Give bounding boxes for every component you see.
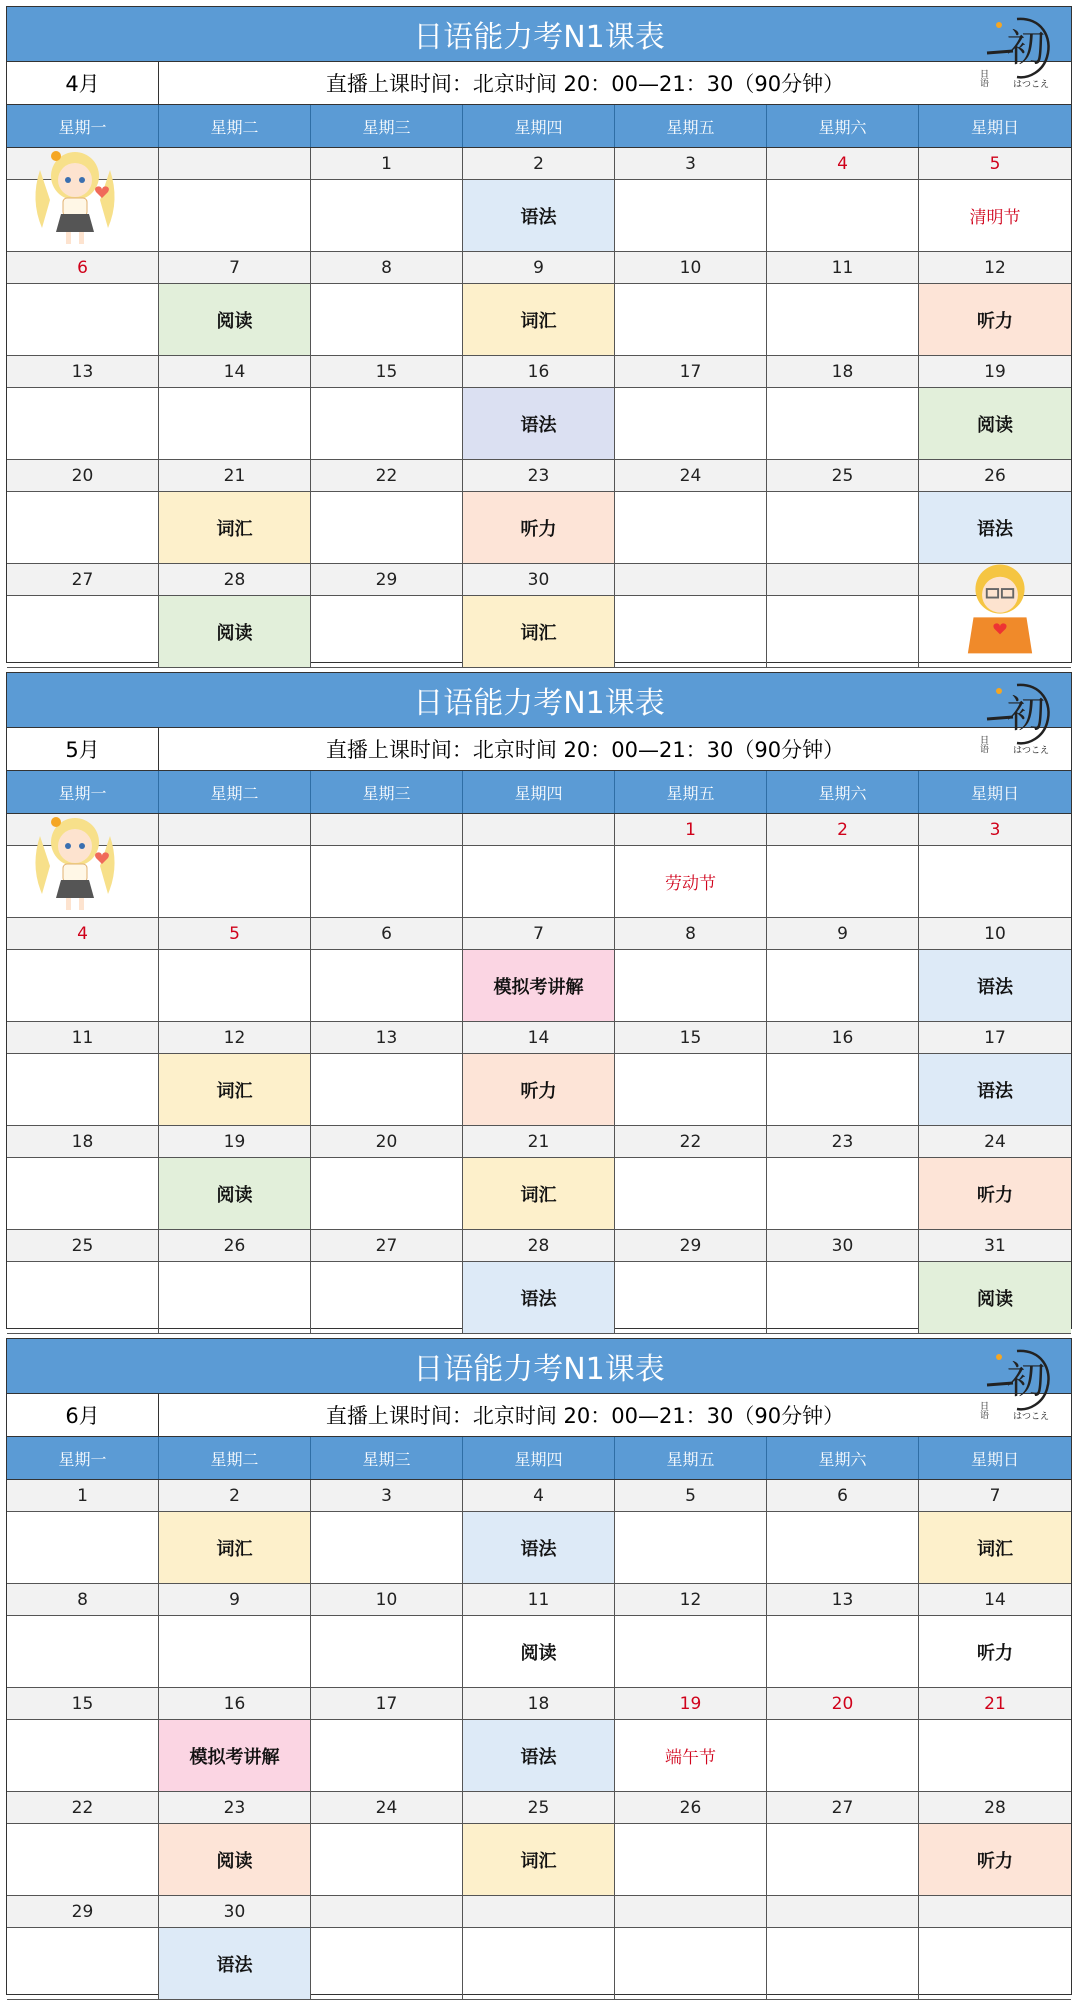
week-date-row xyxy=(7,1896,1071,1928)
weekday-label: 星期三 xyxy=(311,771,463,813)
class-cell: 阅读 xyxy=(159,596,311,667)
weekday-header xyxy=(7,105,1071,148)
date-cell: 7 xyxy=(463,918,615,949)
class-cell xyxy=(311,1512,463,1583)
date-cell: 7 xyxy=(989,1485,1001,1506)
class-cell xyxy=(767,1616,919,1687)
class-cell xyxy=(615,1512,767,1583)
date-cell: 14 xyxy=(463,1022,615,1053)
date-cell: 12 xyxy=(159,1022,311,1053)
class-cell xyxy=(767,1720,919,1791)
date-cell: 6 xyxy=(311,918,463,949)
month-calendar xyxy=(6,1338,1072,1995)
date-cell xyxy=(311,814,463,845)
class-cell xyxy=(767,950,919,1021)
date-cell: 27 xyxy=(311,1230,463,1261)
class-cell xyxy=(311,950,463,1021)
date-cell: 17 xyxy=(311,1688,463,1719)
class-cell xyxy=(7,1512,159,1583)
weekday-label: 星期二 xyxy=(159,1437,311,1479)
class-cell: 阅读 xyxy=(463,1616,615,1687)
week-class-row xyxy=(7,1054,1071,1126)
class-cell xyxy=(7,596,159,667)
date-cell: 4 xyxy=(7,918,159,949)
date-cell: 11 xyxy=(463,1584,615,1615)
class-cell xyxy=(311,180,463,251)
week-class-row xyxy=(7,1616,1071,1688)
class-cell xyxy=(919,846,1071,917)
date-cell: 23 xyxy=(767,1126,919,1157)
class-cell: 模拟考讲解 xyxy=(159,1720,311,1791)
week-date-row xyxy=(7,1688,1071,1720)
date-cell: 13 xyxy=(767,1584,919,1615)
date-cell: 15 xyxy=(7,1688,159,1719)
week-class-row xyxy=(7,1512,1071,1584)
date-cell: 24 xyxy=(311,1792,463,1823)
date-cell: 18 xyxy=(7,1126,159,1157)
class-cell xyxy=(7,388,159,459)
month-calendar xyxy=(6,672,1072,1329)
class-cell xyxy=(7,1054,159,1125)
date-cell: 29 xyxy=(7,1896,159,1927)
class-cell xyxy=(615,1262,767,1333)
class-cell: 语法 xyxy=(463,1512,615,1583)
brand-logo xyxy=(977,1343,1057,1423)
class-cell: 听力 xyxy=(463,492,615,563)
weekday-label: 星期日 xyxy=(970,117,1019,137)
date-cell: 15 xyxy=(615,1022,767,1053)
class-cell: 词汇 xyxy=(159,1054,311,1125)
class-cell xyxy=(615,1158,767,1229)
class-cell xyxy=(311,388,463,459)
class-cell xyxy=(767,388,919,459)
class-cell: 听力 xyxy=(919,1158,1071,1229)
date-cell: 3 xyxy=(311,1480,463,1511)
date-cell: 10 xyxy=(615,252,767,283)
date-cell: 29 xyxy=(311,564,463,595)
class-cell xyxy=(615,1616,767,1687)
date-cell: 8 xyxy=(615,918,767,949)
class-cell: 阅读 xyxy=(919,388,1071,459)
class-cell xyxy=(7,1928,159,1999)
date-cell: 22 xyxy=(615,1126,767,1157)
class-cell: 词汇 xyxy=(463,596,615,667)
class-cell xyxy=(311,1928,463,1999)
month-label: 5月 xyxy=(7,728,159,770)
date-cell: 12 xyxy=(615,1584,767,1615)
class-cell xyxy=(7,1720,159,1791)
class-cell xyxy=(919,1720,1071,1791)
calendar-title: 日语能力考N1课表 xyxy=(7,1339,1071,1394)
date-cell: 9 xyxy=(767,918,919,949)
date-cell xyxy=(463,1896,615,1927)
logo-main-char: 初 xyxy=(1007,26,1046,70)
calendar-title: 日语能力考N1课表 xyxy=(7,7,1071,62)
info-row xyxy=(7,728,1071,771)
logo-main-char: 初 xyxy=(1007,1358,1046,1402)
class-cell xyxy=(767,596,919,667)
class-cell: 阅读 xyxy=(919,1262,1071,1333)
class-cell: 听力 xyxy=(977,1642,1013,1664)
date-cell xyxy=(615,564,767,595)
class-cell xyxy=(463,846,615,917)
date-cell: 19 xyxy=(615,1688,767,1719)
date-cell: 28 xyxy=(159,564,311,595)
date-cell: 7 xyxy=(159,252,311,283)
date-cell: 31 xyxy=(984,1235,1006,1256)
class-cell xyxy=(159,1616,311,1687)
date-cell: 14 xyxy=(984,1589,1006,1610)
week-date-row xyxy=(7,1230,1071,1262)
brand-logo xyxy=(977,677,1057,757)
date-cell: 28 xyxy=(463,1230,615,1261)
date-cell: 6 xyxy=(767,1480,919,1511)
date-cell: 2 xyxy=(159,1480,311,1511)
date-cell: 20 xyxy=(7,460,159,491)
date-cell: 9 xyxy=(463,252,615,283)
date-cell: 3 xyxy=(615,148,767,179)
class-cell: 词汇 xyxy=(463,1824,615,1895)
class-cell xyxy=(311,1720,463,1791)
week-date-row xyxy=(7,1126,1071,1158)
date-cell: 11 xyxy=(7,1022,159,1053)
class-cell xyxy=(159,846,311,917)
class-cell xyxy=(311,492,463,563)
date-cell xyxy=(767,1896,919,1927)
date-cell: 16 xyxy=(767,1022,919,1053)
class-cell xyxy=(311,1054,463,1125)
date-cell: 29 xyxy=(615,1230,767,1261)
class-cell xyxy=(615,284,767,355)
date-cell: 5 xyxy=(615,1480,767,1511)
svg-text:はつこえ: はつこえ xyxy=(1013,1412,1050,1422)
week-date-row xyxy=(7,1584,1071,1616)
date-cell: 15 xyxy=(311,356,463,387)
class-cell xyxy=(311,596,463,667)
weekday-label: 星期日 xyxy=(970,783,1019,803)
info-row xyxy=(7,62,1071,105)
class-cell xyxy=(767,284,919,355)
live-time: 直播上课时间：北京时间 20：00—21：30（90分钟） xyxy=(325,738,845,762)
svg-text:日语: 日语 xyxy=(978,69,988,87)
class-cell xyxy=(7,950,159,1021)
class-cell: 听力 xyxy=(919,1824,1071,1895)
class-cell xyxy=(615,1928,767,1999)
week-date-row xyxy=(7,1792,1071,1824)
date-cell: 6 xyxy=(7,252,159,283)
class-cell xyxy=(919,1928,1071,1999)
date-cell: 26 xyxy=(984,465,1006,486)
class-cell xyxy=(615,180,767,251)
svg-text:はつこえ: はつこえ xyxy=(1013,746,1050,756)
date-cell: 21 xyxy=(984,1693,1006,1714)
date-cell: 11 xyxy=(767,252,919,283)
weekday-label: 星期四 xyxy=(463,771,615,813)
date-cell: 23 xyxy=(463,460,615,491)
holiday-cell: 清明节 xyxy=(969,208,1021,228)
anime-boy-illustration xyxy=(952,555,1048,659)
week-date-row xyxy=(7,1480,1071,1512)
date-cell: 16 xyxy=(159,1688,311,1719)
date-cell: 27 xyxy=(767,1792,919,1823)
live-time: 直播上课时间：北京时间 20：00—21：30（90分钟） xyxy=(325,72,845,96)
week-date-row xyxy=(7,564,1071,596)
logo-main-char: 初 xyxy=(1007,692,1046,736)
date-cell: 28 xyxy=(984,1797,1006,1818)
date-cell: 4 xyxy=(463,1480,615,1511)
date-cell xyxy=(159,814,311,845)
svg-text:日语: 日语 xyxy=(978,735,988,753)
week-class-row xyxy=(7,950,1071,1022)
class-cell xyxy=(767,1512,919,1583)
class-cell xyxy=(615,1054,767,1125)
class-cell xyxy=(311,1616,463,1687)
class-cell xyxy=(767,1158,919,1229)
week-class-row xyxy=(7,492,1071,564)
class-cell xyxy=(615,596,767,667)
class-cell xyxy=(767,492,919,563)
class-cell xyxy=(311,1824,463,1895)
brand-logo xyxy=(977,11,1057,91)
weekday-label: 星期六 xyxy=(767,1437,919,1479)
date-cell: 22 xyxy=(311,460,463,491)
weekday-label: 星期五 xyxy=(615,1437,767,1479)
class-cell: 语法 xyxy=(919,950,1071,1021)
class-cell: 语法 xyxy=(919,1054,1071,1125)
date-cell: 5 xyxy=(989,153,1001,174)
weekday-label: 星期一 xyxy=(7,1437,159,1479)
week-date-row xyxy=(7,148,1071,180)
date-cell: 24 xyxy=(615,460,767,491)
date-cell: 13 xyxy=(311,1022,463,1053)
date-cell: 25 xyxy=(767,460,919,491)
month-calendar xyxy=(6,6,1072,663)
date-cell: 22 xyxy=(7,1792,159,1823)
week-class-row xyxy=(7,180,1071,252)
svg-text:はつこえ: はつこえ xyxy=(1013,80,1050,90)
class-cell xyxy=(159,180,311,251)
class-cell xyxy=(767,1928,919,1999)
date-cell: 25 xyxy=(463,1792,615,1823)
date-cell: 13 xyxy=(7,356,159,387)
class-cell: 语法 xyxy=(159,1928,311,1999)
date-cell: 24 xyxy=(984,1131,1006,1152)
month-label: 4月 xyxy=(7,62,159,104)
live-time: 直播上课时间：北京时间 20：00—21：30（90分钟） xyxy=(325,1404,845,1428)
class-cell xyxy=(7,1824,159,1895)
date-cell: 1 xyxy=(311,148,463,179)
class-cell: 词汇 xyxy=(159,492,311,563)
class-cell: 语法 xyxy=(463,1262,615,1333)
class-cell xyxy=(159,950,311,1021)
anime-girl-illustration xyxy=(20,140,130,250)
date-cell xyxy=(311,1896,463,1927)
class-cell: 阅读 xyxy=(159,1824,311,1895)
class-cell xyxy=(7,1616,159,1687)
class-cell xyxy=(615,1824,767,1895)
week-date-row xyxy=(7,814,1071,846)
date-cell: 18 xyxy=(767,356,919,387)
date-cell: 26 xyxy=(159,1230,311,1261)
date-cell: 1 xyxy=(7,1480,159,1511)
class-cell: 听力 xyxy=(463,1054,615,1125)
class-cell: 语法 xyxy=(919,492,1071,563)
class-cell: 听力 xyxy=(919,284,1071,355)
holiday-cell: 端午节 xyxy=(615,1720,767,1791)
date-cell: 10 xyxy=(311,1584,463,1615)
weekday-label: 星期四 xyxy=(463,1437,615,1479)
weekday-label: 星期六 xyxy=(767,105,919,147)
class-cell xyxy=(615,492,767,563)
holiday-cell: 劳动节 xyxy=(615,846,767,917)
date-cell: 19 xyxy=(159,1126,311,1157)
date-cell: 20 xyxy=(311,1126,463,1157)
date-cell: 17 xyxy=(984,1027,1006,1048)
date-cell: 25 xyxy=(7,1230,159,1261)
class-cell: 语法 xyxy=(463,388,615,459)
date-cell xyxy=(159,148,311,179)
class-cell: 阅读 xyxy=(159,284,311,355)
date-cell: 30 xyxy=(159,1896,311,1927)
weekday-label: 星期六 xyxy=(767,771,919,813)
date-cell: 21 xyxy=(159,460,311,491)
weekday-label: 星期五 xyxy=(615,771,767,813)
calendar-title: 日语能力考N1课表 xyxy=(7,673,1071,728)
date-cell: 16 xyxy=(463,356,615,387)
class-cell xyxy=(767,1054,919,1125)
week-date-row xyxy=(7,1022,1071,1054)
class-cell: 语法 xyxy=(463,180,615,251)
date-cell: 1 xyxy=(615,814,767,845)
class-cell: 词汇 xyxy=(463,284,615,355)
date-cell xyxy=(919,1896,1071,1927)
info-row xyxy=(7,1394,1071,1437)
class-cell xyxy=(767,846,919,917)
class-cell xyxy=(311,1158,463,1229)
class-cell xyxy=(311,1262,463,1333)
class-cell xyxy=(7,1158,159,1229)
week-date-row xyxy=(7,356,1071,388)
class-cell xyxy=(7,492,159,563)
weekday-label: 星期四 xyxy=(463,105,615,147)
week-date-row xyxy=(7,918,1071,950)
date-cell xyxy=(767,564,919,595)
date-cell: 10 xyxy=(984,923,1006,944)
date-cell: 17 xyxy=(615,356,767,387)
class-cell: 词汇 xyxy=(159,1512,311,1583)
date-cell: 18 xyxy=(463,1688,615,1719)
week-class-row xyxy=(7,388,1071,460)
class-cell xyxy=(615,950,767,1021)
date-cell: 5 xyxy=(159,918,311,949)
week-class-row xyxy=(7,1824,1071,1896)
class-cell xyxy=(767,1824,919,1895)
class-cell xyxy=(7,284,159,355)
week-class-row xyxy=(7,284,1071,356)
date-cell xyxy=(463,814,615,845)
class-cell: 阅读 xyxy=(159,1158,311,1229)
week-class-row xyxy=(7,846,1071,918)
class-cell: 语法 xyxy=(463,1720,615,1791)
week-class-row xyxy=(7,1928,1071,2000)
class-cell xyxy=(463,1928,615,1999)
weekday-label: 星期三 xyxy=(311,1437,463,1479)
weekday-header xyxy=(7,771,1071,814)
date-cell: 8 xyxy=(311,252,463,283)
week-class-row xyxy=(7,1262,1071,1334)
week-date-row xyxy=(7,252,1071,284)
date-cell: 23 xyxy=(159,1792,311,1823)
class-cell xyxy=(615,388,767,459)
weekday-label: 星期五 xyxy=(615,105,767,147)
date-cell: 2 xyxy=(463,148,615,179)
weekday-label: 星期二 xyxy=(159,105,311,147)
date-cell: 2 xyxy=(767,814,919,845)
weekday-header xyxy=(7,1437,1071,1480)
date-cell: 9 xyxy=(159,1584,311,1615)
date-cell: 4 xyxy=(767,148,919,179)
class-cell: 词汇 xyxy=(919,1512,1071,1583)
date-cell: 3 xyxy=(989,819,1001,840)
date-cell: 30 xyxy=(767,1230,919,1261)
class-cell xyxy=(7,1262,159,1333)
month-label: 6月 xyxy=(7,1394,159,1436)
class-cell xyxy=(767,180,919,251)
week-date-row xyxy=(7,460,1071,492)
date-cell: 21 xyxy=(463,1126,615,1157)
class-cell xyxy=(311,846,463,917)
svg-text:日语: 日语 xyxy=(978,1401,988,1419)
weekday-label: 星期日 xyxy=(970,1449,1019,1469)
week-class-row xyxy=(7,1720,1071,1792)
class-cell: 词汇 xyxy=(463,1158,615,1229)
weekday-label: 星期一 xyxy=(7,105,159,147)
date-cell: 26 xyxy=(615,1792,767,1823)
week-class-row xyxy=(7,1158,1071,1230)
weekday-label: 星期二 xyxy=(159,771,311,813)
date-cell: 14 xyxy=(159,356,311,387)
weekday-label: 星期三 xyxy=(311,105,463,147)
date-cell: 19 xyxy=(984,361,1006,382)
week-class-row xyxy=(7,596,1071,668)
class-cell: 模拟考讲解 xyxy=(463,950,615,1021)
date-cell: 20 xyxy=(767,1688,919,1719)
class-cell xyxy=(311,284,463,355)
date-cell: 30 xyxy=(463,564,615,595)
anime-girl-illustration xyxy=(20,806,130,916)
class-cell xyxy=(159,388,311,459)
class-cell xyxy=(767,1262,919,1333)
date-cell xyxy=(615,1896,767,1927)
class-cell xyxy=(159,1262,311,1333)
date-cell: 8 xyxy=(7,1584,159,1615)
weekday-label: 星期一 xyxy=(7,771,159,813)
date-cell: 12 xyxy=(984,257,1006,278)
date-cell: 27 xyxy=(7,564,159,595)
